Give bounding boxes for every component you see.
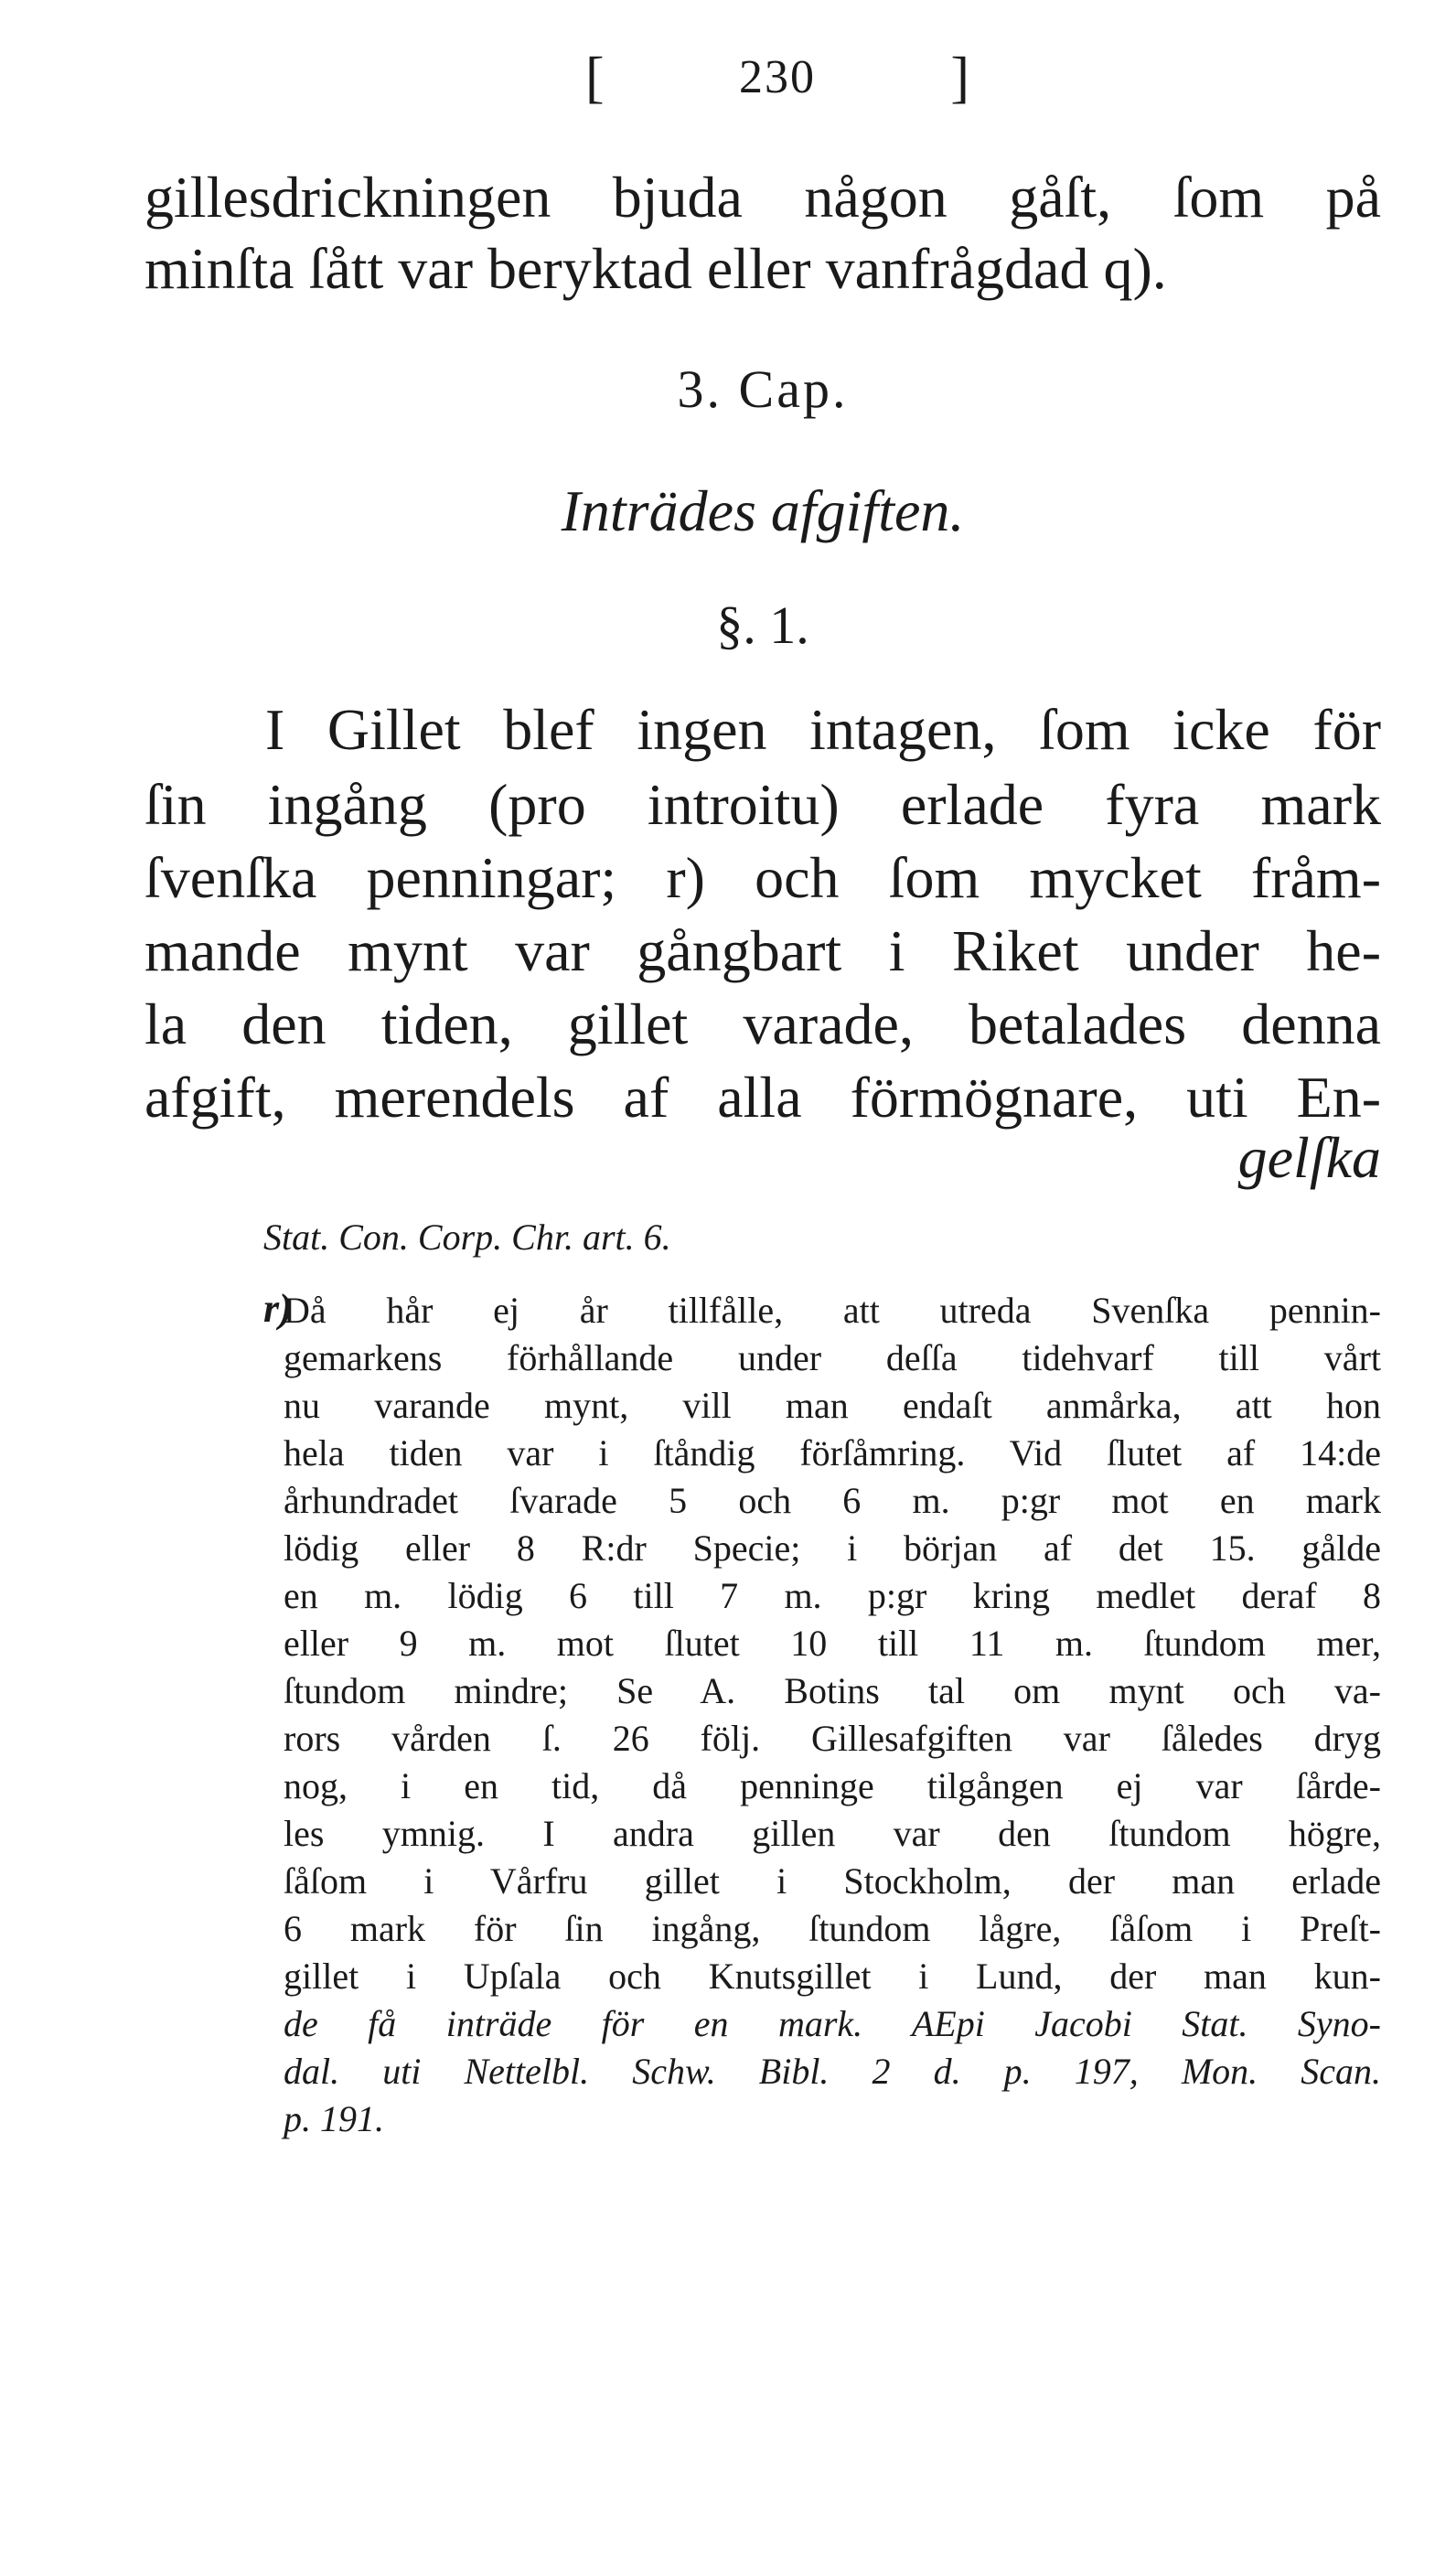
- footnote-line: gemarkens förhållande under deſſa tidehvarf till vårt: [284, 1337, 1381, 1378]
- footnote-r-mark: r): [263, 1286, 293, 1331]
- footnote-line: rors vården ſ. 26 följ. Gillesafgiften var ſåledes dryg: [284, 1718, 1381, 1759]
- footnote-line: hela tiden var i ſtåndig förſåmring. Vid ſlutet af 14:de: [284, 1432, 1381, 1474]
- catchword: gelſka: [1237, 1125, 1381, 1190]
- body-line: mande mynt var gångbart i Riket under he-: [145, 918, 1381, 983]
- bracket-right: ]: [950, 47, 969, 109]
- footnote-line: lödig eller 8 R:dr Specie; i början af det 15. gålde: [284, 1527, 1381, 1569]
- paragraph-mark: §. 1.: [716, 595, 809, 655]
- footnote-line: 6 mark för ſin ingång, ſtundom lågre, ſåſom i Preſt-: [284, 1908, 1381, 1949]
- bracket-left: [: [585, 47, 605, 109]
- footnote-line: eller 9 m. mot ſlutet 10 till 11 m. ſtundom mer,: [284, 1623, 1381, 1664]
- footnote-line: de få inträde för en mark. AEpi Jacobi Stat. Syno-: [284, 2003, 1381, 2044]
- body-line: afgift, merendels af alla förmögnare, uti En-: [145, 1065, 1381, 1130]
- footnote-line: p. 191.: [284, 2098, 384, 2139]
- body-line: ſin ingång (pro introitu) erlade fyra mark: [145, 772, 1381, 837]
- footnote-line: nog, i en tid, då penninge tilgången ej var ſårde-: [284, 1765, 1381, 1806]
- section-title: Inträdes afgiften.: [561, 478, 965, 543]
- footnote-line: århundradet ſvarade 5 och 6 m. p:gr mot en mark: [284, 1480, 1381, 1521]
- footnote-line: les ymnig. I andra gillen var den ſtundom högre,: [284, 1813, 1381, 1854]
- footnote-line: gillet i Upſala och Knutsgillet i Lund, der man kun-: [284, 1956, 1381, 1997]
- continuation-line: minſta ſått var beryktad eller vanfrågdad q).: [145, 236, 1167, 301]
- body-line: I Gillet blef ingen intagen, ſom icke för: [265, 697, 1381, 762]
- body-line: ſvenſka penningar; r) och ſom mycket fråm-: [145, 845, 1381, 910]
- footnote-line: en m. lödig 6 till 7 m. p:gr kring medlet deraf 8: [284, 1575, 1381, 1616]
- page-header: [585, 46, 969, 110]
- footnote-line: ſtundom mindre; Se A. Botins tal om mynt och va-: [284, 1670, 1381, 1711]
- footnote-q-text: Stat. Con. Corp. Chr. art. 6.: [263, 1216, 671, 1258]
- footnote-line: dal. uti Nettelbl. Schw. Bibl. 2 d. p. 197, Mon. Scan.: [284, 2051, 1381, 2092]
- body-line: la den tiden, gillet varade, betalades denna: [145, 991, 1381, 1056]
- continuation-line: gillesdrickningen bjuda någon gåſt, ſom på: [145, 165, 1381, 230]
- footnote-line: Då hår ej år tillfålle, att utreda Svenſka pennin-: [284, 1290, 1381, 1331]
- footnote-line: ſåſom i Vårfru gillet i Stockholm, der man erlade: [284, 1860, 1381, 1902]
- chapter-heading: 3. Cap.: [677, 359, 849, 419]
- footnote-q: [263, 1215, 1381, 1260]
- footnote-line: nu varande mynt, vill man endaſt anmårka, att hon: [284, 1385, 1381, 1426]
- page-number: 230: [739, 51, 816, 103]
